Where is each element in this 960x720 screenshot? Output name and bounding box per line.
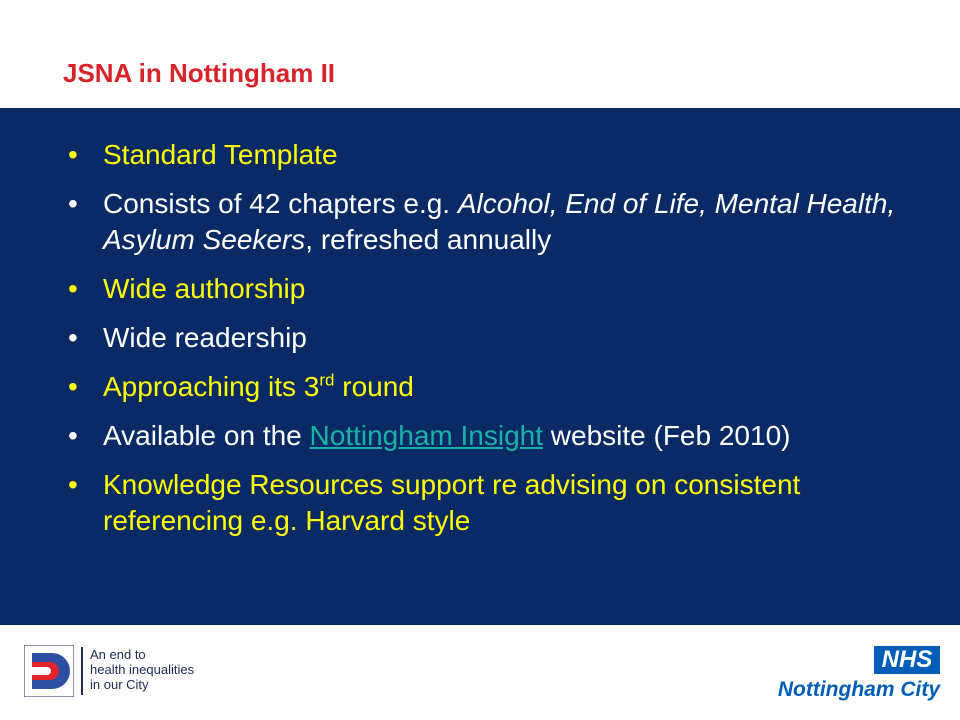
bullet-text: Wide authorship xyxy=(103,273,306,304)
bullet-standard-template xyxy=(68,137,898,173)
bullet-text: Available on the xyxy=(103,420,310,451)
bullet-third-round xyxy=(68,369,898,405)
bullet-text: Standard Template xyxy=(103,139,338,170)
bullet-text: Consists of 42 chapters e.g. xyxy=(103,188,458,219)
logo-divider xyxy=(81,647,83,695)
bullet-text: website (Feb 2010) xyxy=(543,420,791,451)
bullet-dot: • xyxy=(68,420,78,451)
campaign-logo-icon xyxy=(24,645,74,697)
bullet-wide-authorship xyxy=(68,271,898,307)
org-name: Nottingham City xyxy=(777,678,940,701)
bullet-dot: • xyxy=(68,322,78,353)
bullet-dot: • xyxy=(68,188,78,219)
bullet-dot: • xyxy=(68,469,78,500)
bullet-knowledge-resources xyxy=(68,467,898,539)
tagline-line: An end to xyxy=(90,647,146,662)
bullet-text: Knowledge Resources support re advising on consistent referencing e.g. Harvard style xyxy=(103,469,801,536)
bullet-text: , refreshed annually xyxy=(305,224,552,255)
bullet-superscript: rd xyxy=(319,370,335,390)
campaign-logo-group xyxy=(24,645,214,705)
bullet-dot: • xyxy=(68,371,78,402)
nhs-logo-group xyxy=(770,646,940,706)
slide-title: JSNA in Nottingham II xyxy=(63,58,336,88)
bullet-available xyxy=(68,418,898,454)
bullet-list xyxy=(68,137,898,552)
nhs-badge: NHS xyxy=(874,646,940,674)
bullet-text: round xyxy=(334,371,414,402)
bullet-dot: • xyxy=(68,273,78,304)
bullet-wide-readership xyxy=(68,320,898,356)
bullet-dot: • xyxy=(68,139,78,170)
campaign-tagline xyxy=(90,647,194,692)
bullet-text-italic: Alcohol, End of Life, Mental Health, Asylum Seekers xyxy=(103,188,896,255)
nottingham-insight-link[interactable]: Nottingham Insight xyxy=(309,420,543,451)
bullet-chapters xyxy=(68,186,898,258)
tagline-line: health inequalities xyxy=(90,662,195,677)
bullet-text: Wide readership xyxy=(103,322,307,353)
tagline-line: in our City xyxy=(90,677,149,692)
bullet-text: Approaching its 3 xyxy=(103,371,320,402)
